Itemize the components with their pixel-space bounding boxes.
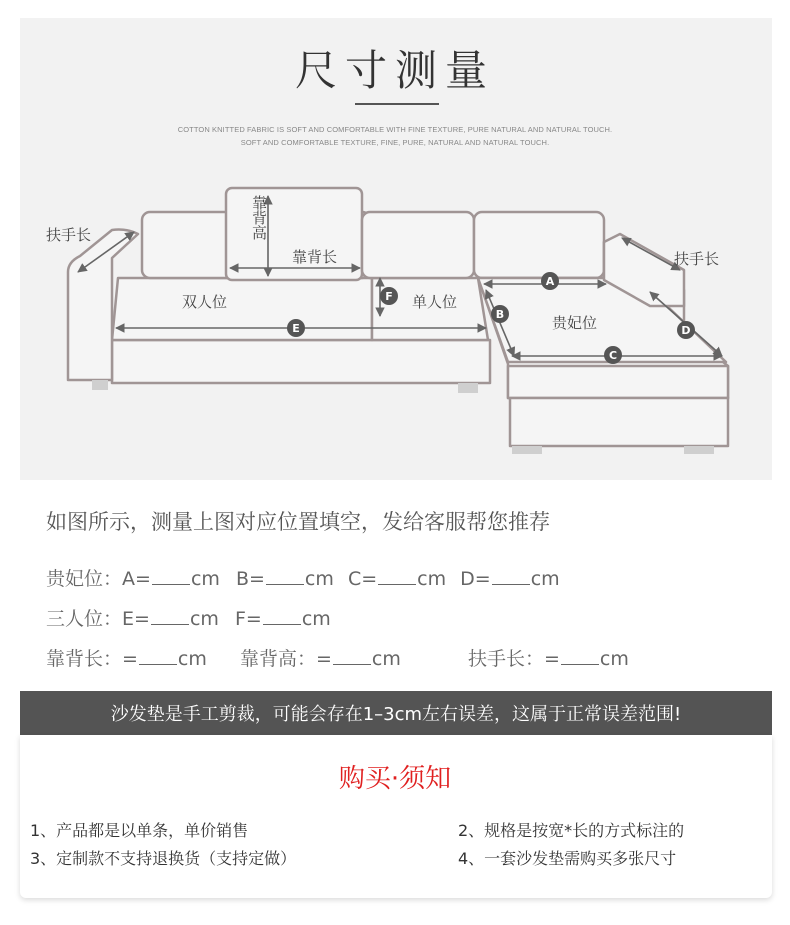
three-seat-measure-row <box>46 604 331 631</box>
back-height-label: 靠背高 <box>252 194 268 242</box>
chaise-label: 贵妃位 <box>552 314 598 332</box>
armrest-field-label: 扶手长：= <box>468 648 560 670</box>
sofa-leg <box>684 446 714 454</box>
subtitle-line-2: SOFT AND COMFORTABLE TEXTURE, FINE, PURE, NATURAL AND NATURAL TOUCH. <box>240 138 550 147</box>
marker-a-label: A <box>545 275 555 288</box>
two-seat-cushion <box>112 278 372 340</box>
armrest-left-label: 扶手长 <box>46 226 92 244</box>
three-seat-row-label: 三人位： <box>46 608 123 630</box>
chaise-seat <box>478 278 726 362</box>
back-cushion-middle <box>362 212 474 278</box>
chaise-front <box>508 366 728 398</box>
single-seat-label: 单人位 <box>412 293 458 311</box>
back-length-unit: cm <box>177 648 207 670</box>
two-seat-label: 双人位 <box>182 293 228 311</box>
field-d-unit: cm <box>530 568 560 590</box>
field-d-label: D= <box>460 568 491 590</box>
sofa-leg <box>92 380 108 390</box>
field-d-blank[interactable] <box>492 570 530 585</box>
field-a-blank[interactable] <box>152 570 190 585</box>
field-c-label: C= <box>347 568 378 590</box>
chaise-row-label: 贵妃位： <box>46 568 123 590</box>
notice-item: 4、一套沙发垫需购买多张尺寸 <box>458 849 677 868</box>
marker-f-label: F <box>385 290 393 303</box>
back-length-field-label: 靠背长：= <box>46 648 138 670</box>
error-banner-text: 沙发垫是手工剪裁，可能会存在1–3cm左右误差，这属于正常误差范围! <box>110 704 682 725</box>
field-e-blank[interactable] <box>151 610 189 625</box>
chaise-base <box>510 398 728 446</box>
back-length-label: 靠背长 <box>292 248 338 266</box>
field-a-label: A= <box>122 568 151 590</box>
sofa-leg <box>458 383 478 393</box>
marker-d-label: D <box>681 324 691 337</box>
field-f-unit: cm <box>301 608 331 630</box>
armrest-field <box>468 644 629 671</box>
field-a-unit: cm <box>190 568 220 590</box>
back-height-field-label: 靠背高：= <box>240 648 332 670</box>
field-f-label: F= <box>234 608 262 630</box>
page-title: 尺寸测量 <box>294 46 495 95</box>
notice-item: 1、产品都是以单条，单价销售 <box>30 821 249 840</box>
marker-e-label: E <box>292 322 300 335</box>
error-banner <box>20 691 772 735</box>
field-c-unit: cm <box>417 568 447 590</box>
back-height-unit: cm <box>371 648 401 670</box>
subtitle-line-1: COTTON KNITTED FABRIC IS SOFT AND COMFORTABLE WITH FINE TEXTURE, PURE NATURAL AND NATURAL TOUCH. <box>177 125 613 134</box>
field-e-label: E= <box>122 608 150 630</box>
notice-item: 3、定制款不支持退换货（支持定做） <box>30 849 297 868</box>
field-f-blank[interactable] <box>263 610 301 625</box>
marker-b-label: B <box>495 308 505 321</box>
field-b-blank[interactable] <box>266 570 304 585</box>
back-length-blank[interactable] <box>139 650 177 665</box>
sofa-base <box>112 340 490 383</box>
notice-item: 2、规格是按宽*长的方式标注的 <box>458 821 685 840</box>
armrest-right-label: 扶手长 <box>674 250 720 268</box>
field-b-label: B= <box>235 568 265 590</box>
chaise-measure-row <box>46 564 560 591</box>
sofa-leg <box>512 446 542 454</box>
notice-title: 购买·须知 <box>338 764 452 794</box>
field-e-unit: cm <box>189 608 219 630</box>
back-length-field <box>46 644 207 671</box>
instruction-text: 如图所示，测量上图对应位置填空，发给客服帮您推荐 <box>46 510 550 534</box>
field-c-blank[interactable] <box>378 570 416 585</box>
armrest-blank[interactable] <box>561 650 599 665</box>
field-b-unit: cm <box>304 568 334 590</box>
marker-c-label: C <box>608 349 618 362</box>
back-height-blank[interactable] <box>333 650 371 665</box>
armrest-unit: cm <box>599 648 629 670</box>
back-cushion-right <box>474 212 604 278</box>
back-height-field <box>240 644 401 671</box>
